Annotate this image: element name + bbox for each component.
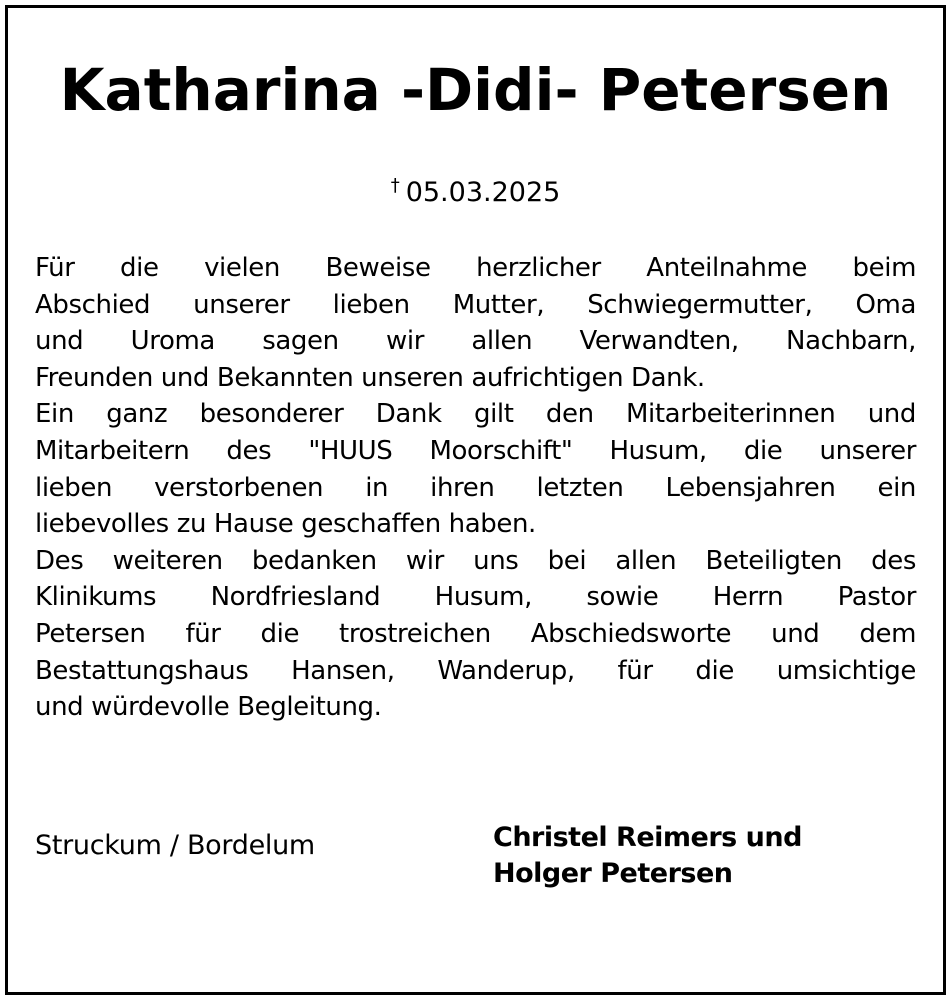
text-line: Ein ganz besonderer Dank gilt den Mitarbeiterinnen und	[35, 399, 916, 430]
place-of-residence: Struckum / Bordelum	[35, 830, 315, 861]
text-line: und würdevolle Begleitung.	[35, 692, 382, 723]
death-date: 05.03.2025	[405, 177, 561, 208]
text-line: Des weiteren bedanken wir uns bei allen Beteiligten des	[35, 545, 916, 576]
text-line: Bestattungshaus Hansen, Wanderup, für die umsichtige	[35, 655, 916, 686]
text-line: liebevolles zu Hause geschaffen haben.	[35, 509, 536, 540]
signers	[493, 820, 802, 892]
text-line: Abschied unserer lieben Mutter, Schwiegermutter, Oma	[35, 289, 916, 320]
text-line: und Uroma sagen wir allen Verwandten, Nachbarn,	[35, 326, 916, 357]
deceased-name: Katharina -Didi- Petersen	[59, 56, 892, 124]
text-line: Mitarbeitern des "HUUS Moorschift" Husum, die unserer	[35, 435, 916, 466]
signer-line: Holger Petersen	[493, 858, 733, 889]
text-line: Freunden und Bekannten unseren aufrichtigen Dank.	[35, 362, 705, 393]
text-line: Petersen für die trostreichen Abschiedsworte und dem	[35, 618, 916, 649]
thank-you-text	[35, 250, 916, 726]
text-line: Klinikums Nordfriesland Husum, sowie Herrn Pastor	[35, 582, 916, 613]
text-line: lieben verstorbenen in ihren letzten Lebensjahren ein	[35, 472, 916, 503]
signer-line: Christel Reimers und	[493, 822, 802, 853]
cross-icon: †	[390, 175, 400, 196]
text-line: Für die vielen Beweise herzlicher Anteilnahme beim	[35, 253, 916, 283]
death-date-line	[0, 168, 951, 211]
